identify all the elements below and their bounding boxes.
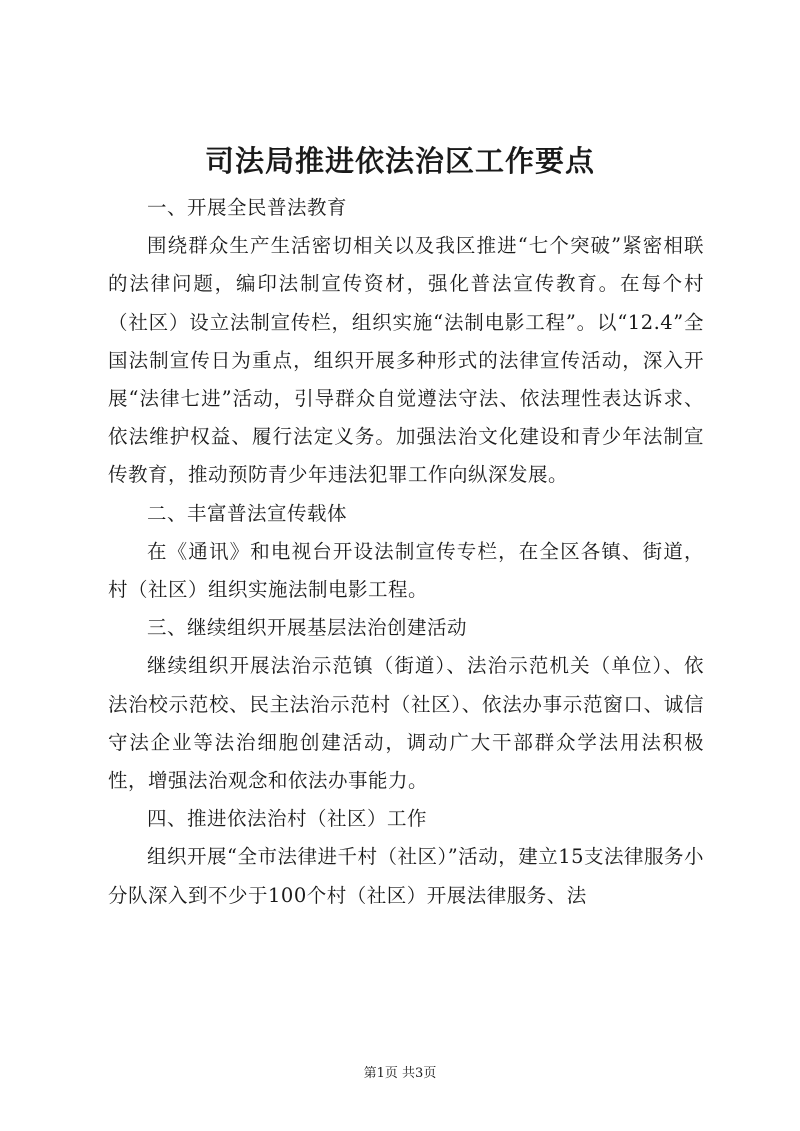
section-heading-3: 三、继续组织开展基层法治创建活动 [147, 616, 468, 640]
section-paragraph-1: 围绕群众生产生活密切相关以及我区推进“七个突破”紧密相联的法律问题，编印法制宣传资材，强化普法宣传教育。在每个村（社区）设立法制宣传栏，组织实施“法制电影工程”。以“12.4”全国法制宣传日为重点，组织开展多种形式的法律宣传活动，深入开展“法律七进”活动，引导群众自觉遵法守法、依法理性表达诉求、依法维护权益、履行法定义务。加强法治文化建设和青少年法制宣传教育，推动预防青少年违法犯罪工作向纵深发展。 [108, 234, 704, 487]
section-paragraph-2: 在《通讯》和电视台开设法制宣传专栏，在全区各镇、街道，村（社区）组织实施法制电影工程。 [108, 539, 704, 602]
document-title: 司法局推进依法治区工作要点 [204, 144, 595, 178]
section-paragraph-3: 继续组织开展法治示范镇（街道）、法治示范机关（单位）、依法治校示范校、民主法治示范村（社区）、依法办事示范窗口、诚信守法企业等法治细胞创建活动，调动广大干部群众学法用法积极性，增强法治观念和依法办事能力。 [108, 654, 704, 793]
section-heading-1: 一、开展全民普法教育 [147, 196, 348, 219]
section-heading-4: 四、推进依法治村（社区）工作 [147, 807, 428, 831]
section-heading-2: 二、丰富普法宣传载体 [147, 501, 348, 525]
section-paragraph-4: 组织开展“全市法律进千村（社区）”活动，建立15支法律服务小分队深入到不少于100个村（社区）开展法律服务、法 [108, 845, 705, 907]
page-footer: 第1页 共3页 [363, 1066, 437, 1081]
document-body [108, 189, 704, 915]
